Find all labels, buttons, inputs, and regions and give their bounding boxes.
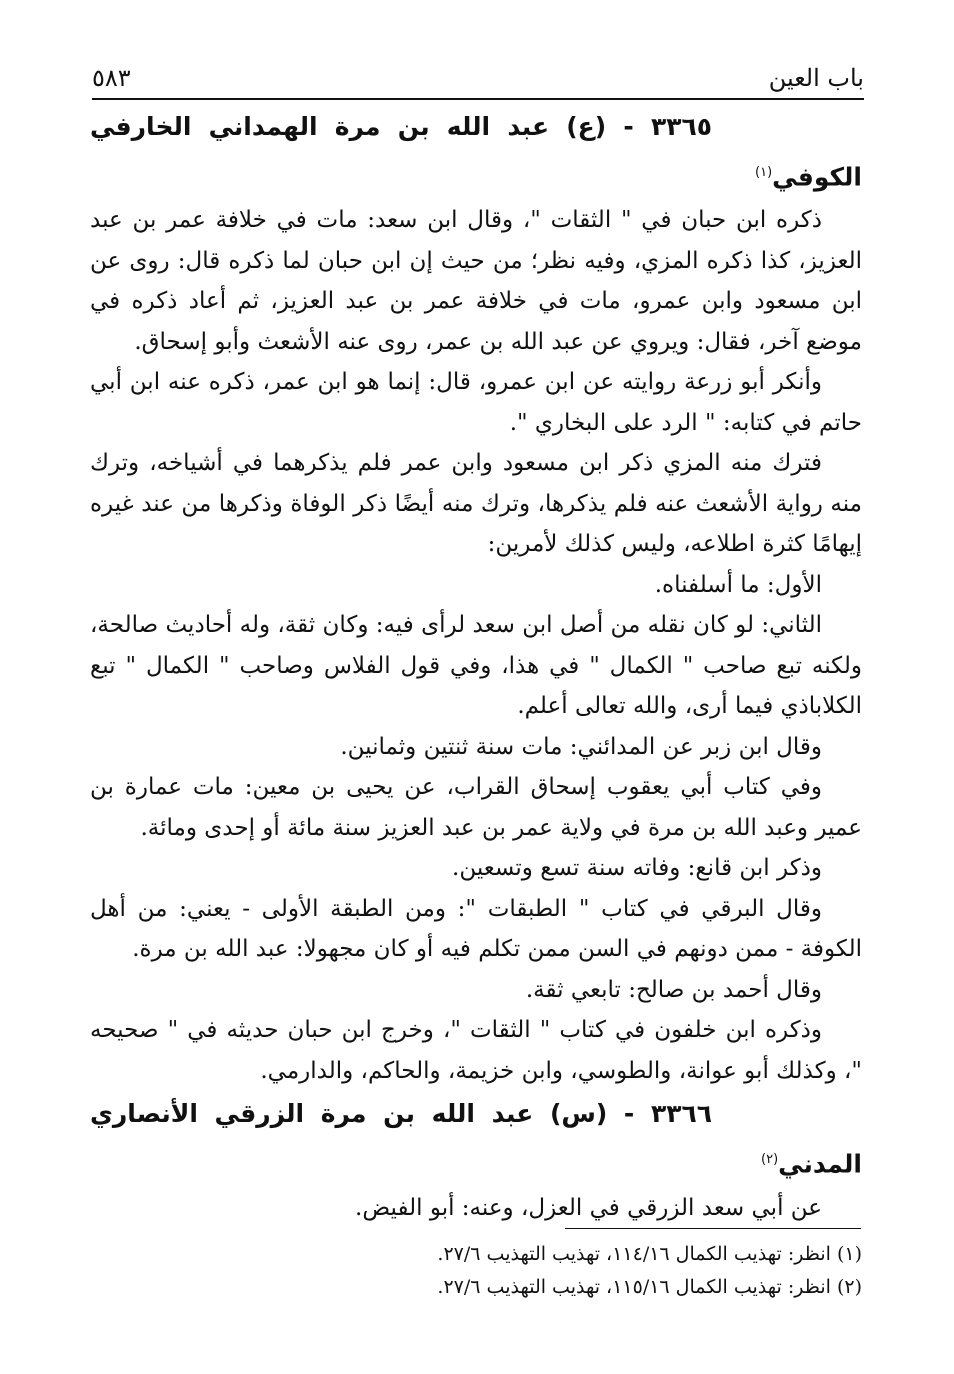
paragraph: وذكر ابن قانع: وفاته سنة تسع وتسعين. bbox=[452, 855, 822, 882]
page-number: ٥٨٣ bbox=[92, 64, 131, 92]
footnote-marker: (٢) bbox=[761, 1152, 779, 1168]
paragraph: فترك منه المزي ذكر ابن مسعود وابن عمر فلم يذكرهما في أشياخه، وترك منه رواية الأشعث عنه فلم يذكرها، وترك منه أيضًا ذكر الوفاة وذكرها من عند غيره إيهامًا كثرة اطلاعه، وليس كذلك لأمرين: bbox=[90, 450, 862, 558]
entry-heading: ٣٣٦٦ - (س) عبد الله بن مرة الزرقي الأنصاري المدني$^{(٢)}$ bbox=[90, 1099, 862, 1179]
paragraph: ذكره ابن حبان في " الثقات "، وقال ابن سعد: مات في خلافة عمر بن عبد العزيز، كذا ذكره المزي، وفيه نظر؛ من حيث إن ابن حبان لما ذكره قال: روى عن ابن مسعود وابن عمرو، مات في خلافة عمر بن عبد العزيز، ثم أعاد ذكره في موضع آخر، فقال: ويروي عن عبد الله بن عمر، روى عنه الأشعث وأبو إسحاق. bbox=[90, 207, 862, 355]
paragraph: وقال البرقي في كتاب " الطبقات ": ومن الطبقة الأولى - يعني: من أهل الكوفة - ممن دونهم في السن ممن تكلم فيه أو كان مجهولا: عبد الله بن مرة. bbox=[90, 895, 862, 963]
paragraph: عن أبي سعد الزرقي في العزل، وعنه: أبو الفيض. bbox=[355, 1194, 822, 1221]
paragraph: الأول: ما أسلفناه. bbox=[654, 571, 822, 598]
chapter-title: باب العين bbox=[768, 64, 864, 92]
footnote-marker: (١) bbox=[755, 165, 773, 180]
entry-heading: ٣٣٦٥ - (ع) عبد الله بن مرة الهمداني الخارفي الكوفي$^{(١)}$ bbox=[90, 112, 862, 192]
paragraph: وفي كتاب أبي يعقوب إسحاق القراب، عن يحيى بن معين: مات عمارة بن عمير وعبد الله بن مرة في ولاية عمر بن عبد العزيز سنة مائة أو إحدى ومائة. bbox=[90, 774, 862, 841]
footnote: (١) انظر: تهذيب الكمال ١١٤/١٦، تهذيب التهذيب ٢٧/٦. bbox=[437, 1243, 862, 1265]
footnotes bbox=[90, 1238, 862, 1304]
paragraph: الثاني: لو كان نقله من أصل ابن سعد لرأى فيه: وكان ثقة، وله أحاديث صالحة، ولكنه تبع صاحب " الكمال " في هذا، وفي قول الفلاس وصاحب " الكمال " تبع الكلاباذي فيما أرى، والله تعالى أعلم. bbox=[90, 612, 863, 720]
paragraph: وقال أحمد بن صالح: تابعي ثقة. bbox=[525, 976, 822, 1003]
paragraph: وقال ابن زبر عن المدائني: مات سنة ثنتين وثمانين. bbox=[340, 733, 822, 760]
paragraph: وذكره ابن خلفون في كتاب " الثقات "، وخرج ابن حبان حديثه في " صحيحه "، وكذلك أبو عوانة، والطوسي، وابن خزيمة، والحاكم، والدارمي. bbox=[90, 1017, 862, 1084]
footnote-divider bbox=[565, 1228, 861, 1229]
footnote: (٢) انظر: تهذيب الكمال ١١٥/١٦، تهذيب التهذيب ٢٧/٦. bbox=[437, 1276, 862, 1298]
main-text bbox=[90, 104, 862, 1228]
paragraph: وأنكر أبو زرعة روايته عن ابن عمرو، قال: إنما هو ابن عمر، ذكره عنه ابن أبي حاتم في كتابه: " الرد على البخاري ". bbox=[90, 369, 862, 436]
running-header bbox=[92, 58, 864, 100]
